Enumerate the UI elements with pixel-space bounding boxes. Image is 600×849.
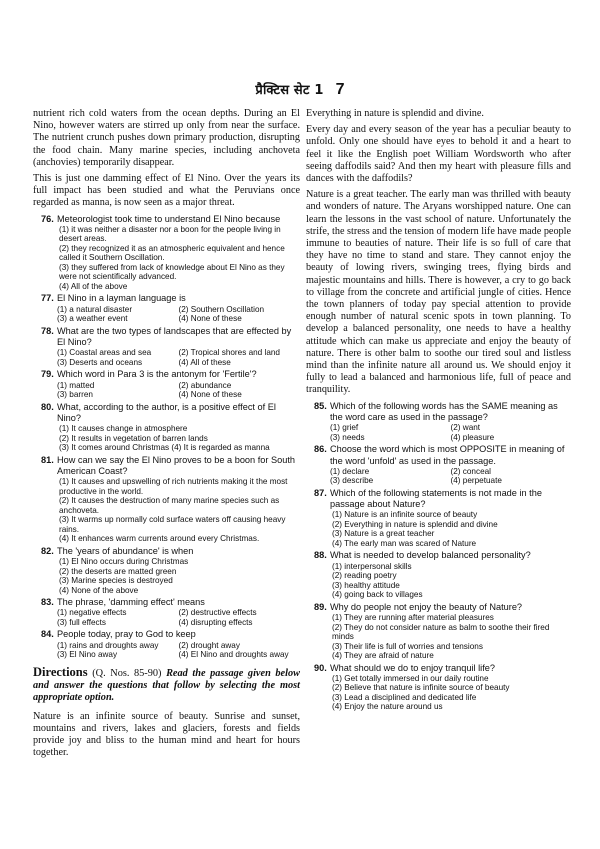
question-83 bbox=[33, 597, 300, 627]
question-number: 89. bbox=[314, 601, 327, 612]
question-text: What, according to the author, is a positive effect of El Nino? bbox=[57, 401, 276, 423]
question-84 bbox=[33, 629, 300, 659]
question-text: El Nino in a layman language is bbox=[57, 293, 186, 304]
option: (4) It enhances warm currents around every Christmas. bbox=[59, 534, 260, 544]
option: (3) El Nino away bbox=[57, 650, 118, 660]
question-80 bbox=[33, 402, 300, 453]
option: (2) It causes the destruction of many marine species such as anchoveta. bbox=[59, 496, 280, 515]
question-text: Meteorologist took time to understand El Nino because bbox=[57, 213, 281, 224]
question-number: 84. bbox=[41, 629, 54, 640]
question-number: 82. bbox=[41, 545, 54, 556]
question-88 bbox=[306, 550, 571, 599]
question-90 bbox=[306, 663, 571, 712]
option: (3) a weather event bbox=[57, 314, 128, 324]
option: (2) Tropical shores and land bbox=[178, 348, 280, 358]
option: (4) They are afraid of nature bbox=[332, 651, 434, 661]
option: (3) full effects bbox=[57, 617, 106, 627]
page-number: 7 bbox=[335, 81, 345, 98]
question-78 bbox=[33, 326, 300, 368]
option: (1) Get totally immersed in our daily routine bbox=[332, 673, 489, 683]
question-number: 90. bbox=[314, 662, 327, 673]
directions-label: Directions bbox=[33, 664, 88, 679]
option: (1) It causes change in atmosphere bbox=[59, 424, 188, 434]
option: (2) Everything in nature is splendid and divine bbox=[332, 519, 498, 529]
question-82 bbox=[33, 546, 300, 595]
option: (2) Southern Oscillation bbox=[178, 304, 265, 314]
question-text: How can we say the El Nino proves to be a boon for South American Coast? bbox=[57, 454, 295, 476]
option: (4) All of the above bbox=[59, 281, 128, 291]
passage-paragraph: Nature is an infinite source of beauty. Sunrise and sunset, mountains and rivers, lakes and glaciers, forests and fields provide joy and bliss to the human mind and heart for hours together. bbox=[33, 710, 300, 759]
question-number: 83. bbox=[41, 597, 54, 608]
question-number: 77. bbox=[41, 293, 54, 304]
option: (1) El Nino occurs during Christmas bbox=[59, 557, 189, 567]
question-86 bbox=[306, 444, 571, 486]
question-text: Which word in Para 3 is the antonym for 'Fertile'? bbox=[57, 369, 257, 380]
option: (3) Lead a disciplined and dedicated life bbox=[332, 692, 477, 702]
question-89 bbox=[306, 602, 571, 661]
option: (1) it was neither a disaster nor a boon for the people living in desert areas. bbox=[59, 224, 281, 244]
question-81 bbox=[33, 455, 300, 544]
option: (4) disrupting effects bbox=[178, 617, 253, 627]
option: (3) It comes around Christmas (4) It is regarded as manna bbox=[59, 443, 270, 453]
option: (4) perpetuate bbox=[450, 476, 502, 486]
option: (2) abundance bbox=[178, 380, 232, 390]
option: (4) El Nino and droughts away bbox=[178, 650, 289, 660]
option: (4) None of these bbox=[178, 314, 242, 324]
option: (4) pleasure bbox=[450, 432, 495, 442]
option: (4) Enjoy the nature around us bbox=[332, 702, 443, 712]
question-text: Why do people not enjoy the beauty of Nature? bbox=[330, 601, 523, 612]
question-77 bbox=[33, 293, 300, 323]
question-number: 76. bbox=[41, 213, 54, 224]
option: (1) negative effects bbox=[57, 608, 127, 618]
question-text: The 'years of abundance' is when bbox=[57, 545, 194, 556]
option: (2) reading poetry bbox=[332, 571, 397, 581]
passage-paragraph: nutrient rich cold waters from the ocean depths. During an El Nino, however waters are stirred up only from near the surface. The nutrient crunch pushes down primary production, disrupting the food chain. Many marine species, including anchoveta (anchovies) temporarily disappear. bbox=[33, 108, 300, 168]
question-text: What is needed to develop balanced personality? bbox=[330, 550, 531, 561]
question-number: 81. bbox=[41, 454, 54, 465]
question-text: People today, pray to God to keep bbox=[57, 629, 196, 640]
question-number: 85. bbox=[314, 400, 327, 411]
option: (2) drought away bbox=[178, 640, 240, 650]
option: (4) going back to villages bbox=[332, 590, 423, 600]
option: (1) It causes and upswelling of rich nutrients making it the most productive in the world. bbox=[59, 477, 288, 496]
option: (1) matted bbox=[57, 380, 95, 390]
option: (4) All of these bbox=[178, 357, 231, 367]
question-85 bbox=[306, 401, 571, 443]
option: (4) None of the above bbox=[59, 585, 139, 595]
option: (2) want bbox=[450, 423, 481, 433]
right-column bbox=[306, 108, 571, 714]
option: (2) they recognized it as an atmospheric equivalent and hence called it Southern Oscillation. bbox=[59, 243, 285, 263]
question-number: 80. bbox=[41, 401, 54, 412]
option: (3) Nature is a great teacher bbox=[332, 529, 435, 539]
page-header bbox=[0, 80, 600, 99]
option: (1) rains and droughts away bbox=[57, 640, 159, 650]
page-title: प्रैक्टिस सेट 1 bbox=[255, 83, 324, 98]
question-text: Which of the following statements is not made in the passage about Nature? bbox=[330, 487, 542, 510]
option: (3) needs bbox=[330, 432, 365, 442]
option: (4) The early man was scared of Nature bbox=[332, 538, 477, 548]
question-number: 79. bbox=[41, 369, 54, 380]
left-column bbox=[33, 108, 300, 763]
question-76 bbox=[33, 214, 300, 292]
option: (1) grief bbox=[330, 423, 359, 433]
directions-text: Read the passage given below and answer the questions that follow by selecting the most appropriate option. bbox=[33, 667, 300, 704]
question-text: What are the two types of landscapes that are effected by El Nino? bbox=[57, 325, 292, 348]
option: (1) Coastal areas and sea bbox=[57, 348, 152, 358]
question-text: What should we do to enjoy tranquil life? bbox=[330, 662, 495, 673]
question-text: The phrase, 'damming effect' means bbox=[57, 597, 205, 608]
question-text: Choose the word which is most OPPOSITE in meaning of the word 'unfold' as used in the passage. bbox=[330, 444, 565, 466]
option: (4) None of these bbox=[178, 390, 242, 400]
passage-paragraph: Every day and every season of the year has a peculiar beauty to unfold. Only one should have eyes to behold it and a heart to feel it like the English poet William Wordsworth who after seeing daffodils said? And then my heart with pleasure fills and dances with the daffodils? bbox=[306, 124, 571, 185]
passage-paragraph: This is just one damming effect of El Nino. Over the years its full impact has been studied and what the Peruvians once regarded as manna, is now seen as a major threat. bbox=[33, 173, 300, 209]
option: (1) interpersonal skills bbox=[332, 561, 412, 571]
option: (3) Deserts and oceans bbox=[57, 357, 143, 367]
option: (3) describe bbox=[330, 476, 374, 486]
option: (1) They are running after material pleasures bbox=[332, 613, 494, 623]
option: (3) It warms up normally cold surface waters off causing heavy rains. bbox=[59, 515, 286, 534]
option: (2) destructive effects bbox=[178, 608, 257, 618]
question-number: 87. bbox=[314, 487, 327, 498]
passage-paragraph: Everything in nature is splendid and divine. bbox=[306, 108, 484, 119]
option: (2) the deserts are matted green bbox=[59, 566, 177, 576]
option: (3) Marine species is destroyed bbox=[59, 576, 173, 586]
option: (2) conceal bbox=[450, 466, 492, 476]
option: (3) they suffered from lack of knowledge about El Nino as they were not scientifically advanced. bbox=[59, 262, 285, 282]
passage-paragraph: Nature is a great teacher. The early man was thrilled with beauty and wonders of nature. The Aryans worshipped nature. One can learn the lessons in the vast school of nature. Unfortunately the strife, the stress and the tension of modern life have made people immune to beauties of nature. Their life is so full of care that they have no time to stand and stare. They cannot enjoy the beauty of lowing rivers, swinging trees, flying birds and majestic mountains and hills. There is however, a cry to go back to village from the concrete and artificial jungle of cities. Hence the town planners of today pay special attention to provide enough number of natural scenic spots in town planning. To develop a balanced personality, one needs to have a healthy attitude which can make us appreciate and enjoy the beauty of nature. There is other balm to soothe our tired soul and listless mind than the infinite nature all around us. We should enjoy it fully to lead a balanced and harmonious life, full of peace and tranquility. bbox=[306, 189, 571, 396]
directions-range: (Q. Nos. 85-90) bbox=[92, 667, 162, 679]
option: (3) Their life is full of worries and tensions bbox=[332, 641, 483, 651]
option: (2) It results in vegetation of barren lands bbox=[59, 433, 208, 443]
option: (1) Nature is an infinite source of beauty bbox=[332, 510, 478, 520]
option: (3) barren bbox=[57, 390, 93, 400]
question-text: Which of the following words has the SAME meaning as the word care as used in the passage? bbox=[330, 400, 558, 422]
question-number: 86. bbox=[314, 444, 327, 455]
question-number: 78. bbox=[41, 325, 54, 336]
option: (3) healthy attitude bbox=[332, 580, 400, 590]
question-79 bbox=[33, 369, 300, 399]
option: (1) a natural disaster bbox=[57, 304, 133, 314]
option: (2) Believe that nature is infinite source of beauty bbox=[332, 683, 510, 693]
question-87 bbox=[306, 488, 571, 549]
question-number: 88. bbox=[314, 550, 327, 561]
option: (2) They do not consider nature as balm to soothe their fired minds bbox=[332, 622, 550, 642]
option: (1) declare bbox=[330, 466, 370, 476]
directions bbox=[33, 666, 300, 705]
